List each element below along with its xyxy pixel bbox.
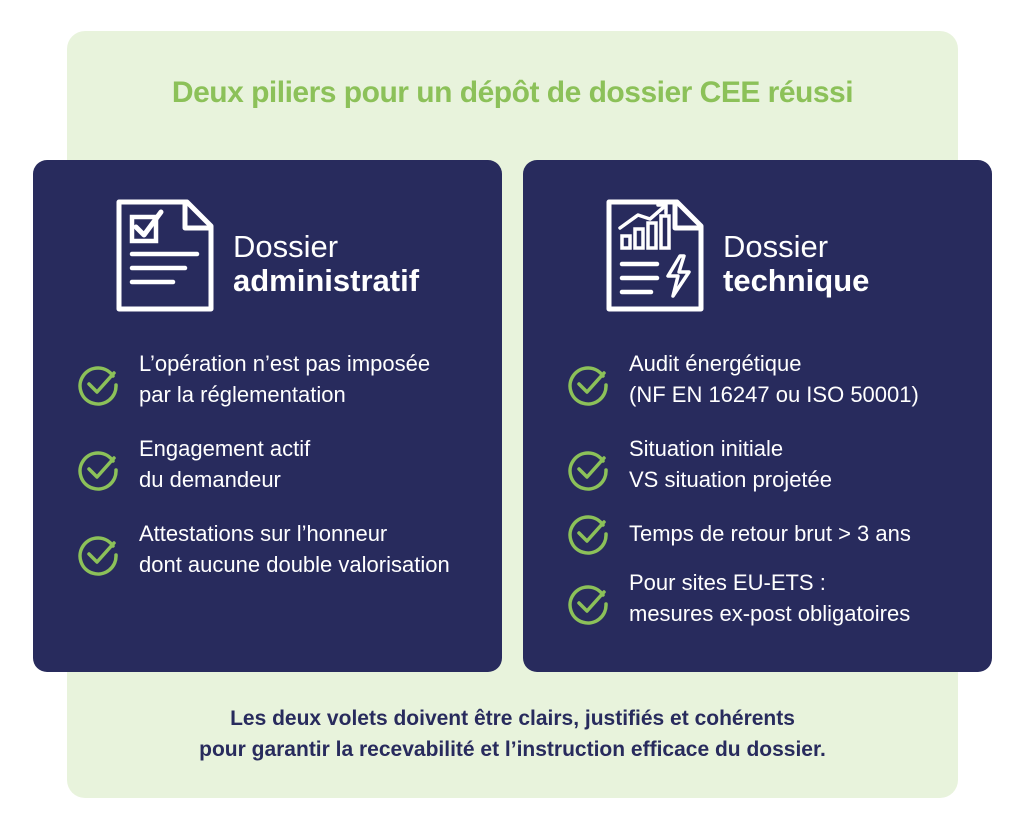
check-circle-icon xyxy=(567,583,609,625)
card-administratif xyxy=(33,160,502,672)
item-text-line: Attestations sur l’honneur xyxy=(139,521,388,546)
check-circle-icon xyxy=(567,449,609,491)
chart-energy-document-icon xyxy=(605,198,705,313)
criteria-list xyxy=(567,348,977,629)
check-circle-icon xyxy=(77,364,119,406)
page-title: Deux piliers pour un dépôt de dossier CEE réussi xyxy=(171,76,854,109)
footer-line: Les deux volets doivent être clairs, justifiés et cohérents xyxy=(230,707,795,730)
check-circle-icon xyxy=(77,534,119,576)
list-item xyxy=(77,348,487,410)
item-text-line: Engagement actif xyxy=(139,436,311,461)
item-text-line: Temps de retour brut > 3 ans xyxy=(629,521,911,546)
item-text-line: VS situation projetée xyxy=(629,467,833,492)
footer-line: pour garantir la recevabilité et l’instruction efficace du dossier. xyxy=(199,738,826,761)
check-circle-icon xyxy=(77,449,119,491)
checklist-document-icon xyxy=(115,198,215,313)
check-circle-icon xyxy=(567,513,609,555)
list-item xyxy=(77,518,487,580)
item-text-line: Pour sites EU-ETS : xyxy=(629,570,826,595)
item-text-line: dont aucune double valorisation xyxy=(139,552,450,577)
item-text-line: L’opération n’est pas imposée xyxy=(139,351,431,376)
check-circle-icon xyxy=(567,364,609,406)
card-title xyxy=(723,230,869,298)
item-text-line: par la réglementation xyxy=(139,382,346,407)
card-title xyxy=(233,230,419,298)
list-item xyxy=(567,433,977,495)
item-text-line: du demandeur xyxy=(139,467,281,492)
item-text-line: mesures ex-post obligatoires xyxy=(629,601,911,626)
list-item xyxy=(77,433,487,495)
list-item xyxy=(567,567,977,629)
card-title-line1: Dossier xyxy=(233,229,339,264)
card-title-line1: Dossier xyxy=(723,229,829,264)
item-text-line: (NF EN 16247 ou ISO 50001) xyxy=(629,382,919,407)
item-text-line: Situation initiale xyxy=(629,436,784,461)
footer-note xyxy=(67,703,958,765)
card-title-line2: administratif xyxy=(233,263,420,299)
list-item xyxy=(567,348,977,410)
card-technique xyxy=(523,160,992,672)
list-item xyxy=(567,518,977,549)
card-title-line2: technique xyxy=(723,263,870,299)
criteria-list xyxy=(77,348,487,580)
item-text-line: Audit énergétique xyxy=(629,351,802,376)
